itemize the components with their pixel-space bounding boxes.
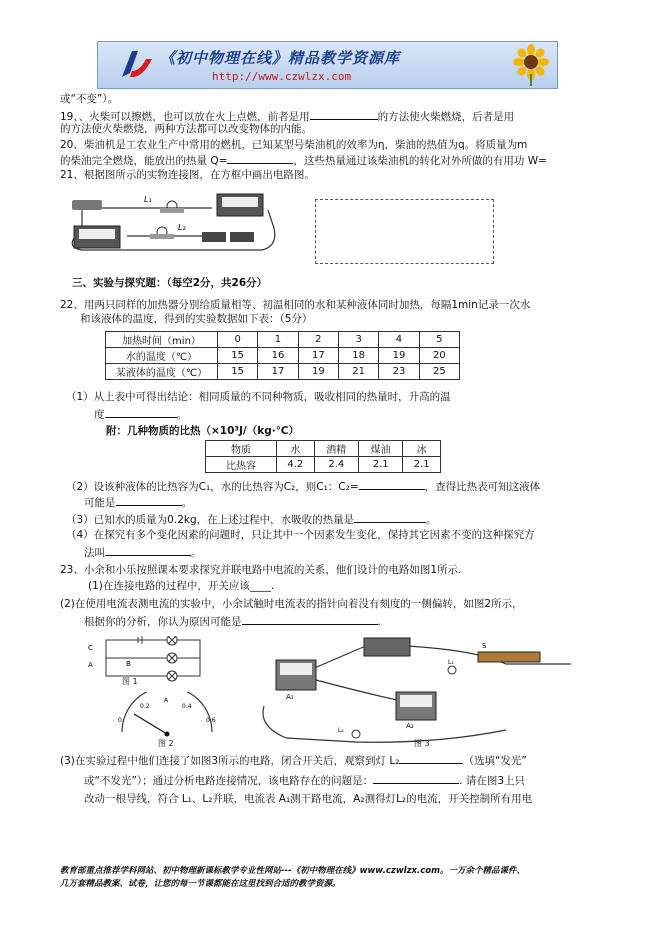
- answer-blank[interactable]: [373, 772, 459, 784]
- table-row: 某液体的温度（℃） 15 17 19 21 23 25: [106, 364, 460, 380]
- svg-text:0.2: 0.2: [140, 703, 150, 710]
- question-21: 21、根据图所示的实物连接图，在方框中画出电路图。: [60, 169, 315, 181]
- footer-line-2: 几万套精品教案、试卷，让您的每一节课都能在这里找到合适的教学资源。: [60, 879, 341, 889]
- svg-text:B: B: [126, 660, 131, 668]
- answer-box[interactable]: [315, 199, 494, 264]
- line-prev: 或“不变”）。: [60, 93, 119, 105]
- table-header-row: 加热时间（min） 0 1 2 3 4 5: [106, 332, 460, 348]
- sub-question-4-cont: 法叫 。: [84, 544, 202, 560]
- answer-blank[interactable]: [399, 752, 463, 764]
- footer-line-1: 教育部重点推荐学科网站、初中物理新课标教学专业性网站---《初中物理在线》www.czwlzx.com。一万余个精品课件、: [60, 866, 525, 876]
- question-23-part-1: (1)在连接电路的过程中，开关应该____.: [88, 580, 275, 592]
- sub-question-1-cont: 度 。: [94, 406, 187, 422]
- question-23-part-2-cont: 根据你的分析，你认为原因可能是 .: [84, 613, 381, 629]
- sub-question-2-cont: 可能是 。: [84, 494, 192, 510]
- svg-text:0.4: 0.4: [182, 703, 192, 710]
- svg-text:A₁: A₁: [286, 693, 294, 701]
- question-20-cont: 的柴油完全燃烧，能放出的热量 Q= ，这些热量通过该柴油机的转化对外所做的有用功 W=: [60, 152, 547, 168]
- banner-url[interactable]: http://www.czwlzx.com: [212, 70, 352, 83]
- svg-text:A: A: [164, 697, 169, 704]
- answer-blank[interactable]: [310, 108, 378, 120]
- question-22: 22、用两只同样的加热器分别给质量相等、初温相同的水和某种液体同时加热，每隔1min记录一次水: [60, 299, 531, 311]
- answer-blank[interactable]: [227, 152, 293, 164]
- figure-1-circuit: [82, 636, 212, 682]
- table-row: 比热容 4.2 2.4 2.1 2.1: [206, 457, 441, 473]
- sunflower-image: [511, 44, 551, 86]
- svg-text:L₁: L₁: [144, 195, 152, 204]
- section-3-title: 三、实验与探究题：（每空2分，共26分）: [72, 277, 268, 289]
- sub-question-2: （2）设该种液体的比热容为C₁，水的比热容为C₂，则C₁：C₂= ，查得比热表可知这液体: [66, 478, 540, 494]
- answer-blank[interactable]: [116, 494, 182, 506]
- answer-blank[interactable]: [242, 613, 378, 625]
- question-23-part-3-cont2: 改动一根导线，符合 L₁、L₂并联，电流表 A₁测干路电流，A₂测得灯L₂的电流，开关控制所有用电: [84, 793, 533, 805]
- svg-text:L₂: L₂: [338, 727, 344, 734]
- svg-text:L₂: L₂: [178, 223, 186, 232]
- temperature-table: [105, 331, 460, 380]
- answer-blank[interactable]: [105, 544, 191, 556]
- lamp-l2-icon: [352, 730, 360, 738]
- question-23-part-3: (3)在实验过程中他们连接了如图3所示的电路，闭合开关后，观察到灯 L₂ （选填“发光”: [60, 752, 527, 768]
- sub-question-4: （4）在探究有多个变化因素的问题时，只让其中一个因素发生变化，保持其它因素不变的这种探究方: [66, 529, 535, 541]
- svg-text:L₁: L₁: [448, 659, 454, 666]
- sub-question-3: （3）已知水的质量为0.2kg，在上述过程中，水吸收的热量是 。: [66, 511, 437, 527]
- svg-text:S: S: [482, 642, 487, 650]
- svg-text:A₂: A₂: [406, 722, 414, 730]
- answer-blank[interactable]: [105, 406, 177, 418]
- question-19: 19、、火柴可以擦燃，也可以放在火上点燃，前者是用 的方法使火柴燃烧，后者是用: [60, 108, 514, 124]
- figure-3-caption: 图 3: [414, 739, 430, 748]
- switch-icon: [478, 652, 540, 662]
- svg-text:0: 0: [118, 717, 122, 724]
- figure-2-caption: 图 2: [158, 739, 174, 748]
- battery-icon: [202, 232, 226, 242]
- switch-icon: [72, 200, 102, 210]
- q21-circuit-figure: [62, 188, 287, 258]
- table-row: 水的温度（℃） 15 16 17 18 19 20: [106, 348, 460, 364]
- figure-3-circuit: [256, 636, 581, 746]
- battery-pack-icon: [364, 638, 410, 656]
- banner-title: 《初中物理在线》精品教学资源库: [160, 49, 401, 67]
- sub-question-1: （1）从上表中可得出结论：相同质量的不同种物质，吸收相同的热量时，升高的温: [66, 391, 451, 403]
- header-banner: [97, 41, 558, 89]
- ammeter-needle: [134, 714, 167, 734]
- lamp-l1-icon: [448, 666, 456, 674]
- question-23-part-3-cont: 或“不发光”）；通过分析电路连接情况，该电路存在的问题是： . 请在图3上只: [84, 772, 525, 788]
- figure-1-caption: 图 1: [122, 677, 138, 686]
- question-20: 20、柴油机是工农业生产中常用的燃机，已知某型号柴油机的效率为η，柴油的热值为q。将质量为m: [60, 139, 528, 151]
- question-19-cont: 的方法使火柴燃烧，两种方法都可以改变物体的内能。: [60, 123, 312, 135]
- specific-heat-caption: 附：几种物质的比热（×10³J/（kg·℃）: [106, 425, 299, 437]
- answer-blank[interactable]: [359, 478, 425, 490]
- question-22-cont: 和该液体的温度，得到的实验数据如下表：（5分）: [80, 313, 313, 325]
- svg-text:0.6: 0.6: [206, 717, 216, 724]
- svg-text:A: A: [88, 661, 93, 669]
- question-23-part-2: (2)在使用电流表测电流的实验中，小余试触时电流表的指针向着没有刻度的一侧偏转，如图2所示，: [60, 598, 523, 610]
- specific-heat-table: [205, 440, 441, 473]
- site-logo: [116, 45, 156, 85]
- svg-text:C: C: [88, 644, 93, 652]
- figure-2-ammeter: [112, 692, 222, 738]
- answer-blank[interactable]: [354, 511, 426, 523]
- table-header-row: 物质 水 酒精 煤油 冰: [206, 441, 441, 457]
- question-23: 23、小余和小乐按照课本要求探究并联电路中电流的关系，他们设计的电路如图1所示.: [60, 564, 462, 576]
